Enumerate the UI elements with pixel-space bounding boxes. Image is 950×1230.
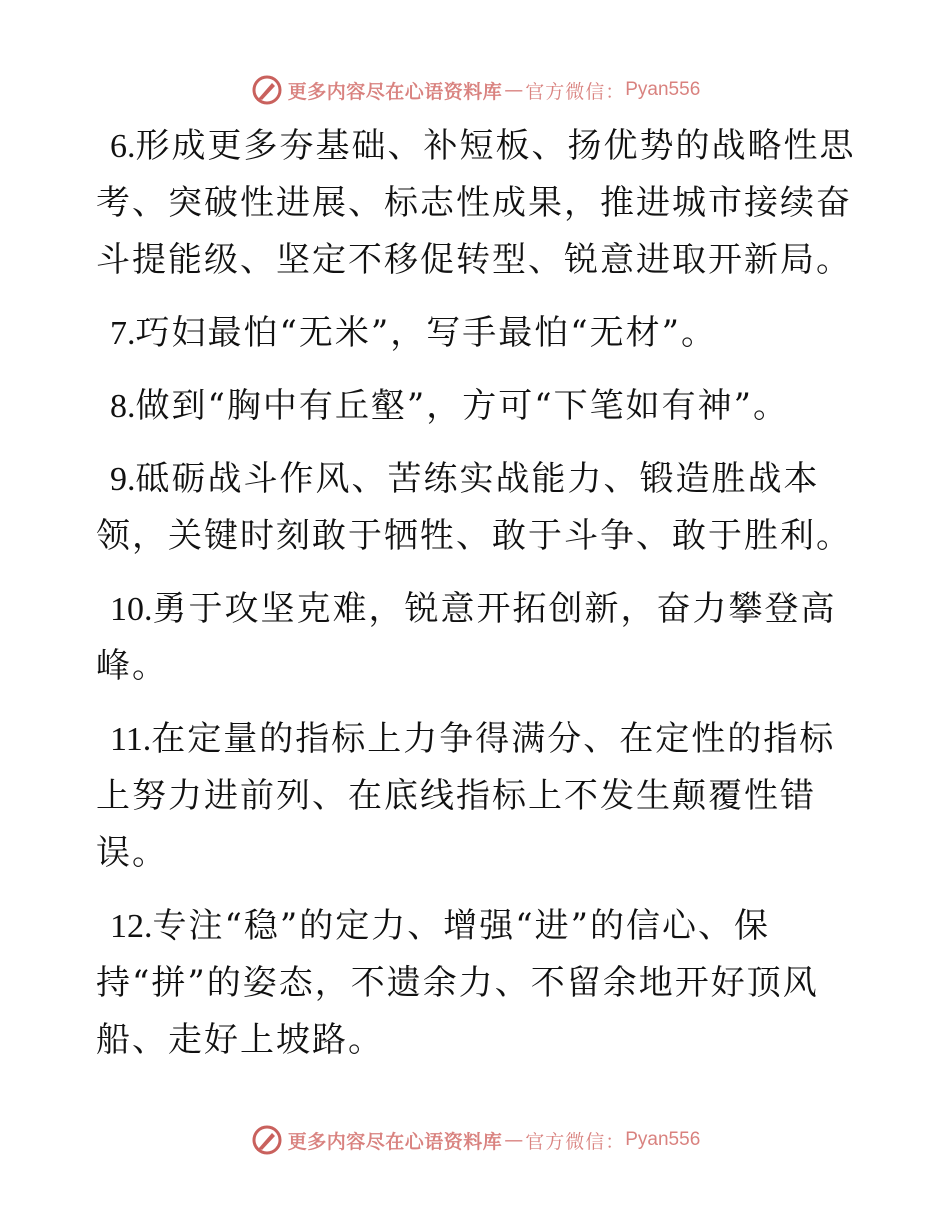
paragraph-10	[96, 581, 856, 695]
footer-watermark	[0, 1120, 950, 1160]
watermark-dash: —	[504, 79, 524, 101]
paragraph-number: 9.	[110, 461, 136, 498]
paragraph-number: 8.	[110, 388, 136, 425]
watermark-wechat-label: 官方微信：	[525, 80, 626, 103]
paragraph-text: 在定量的指标上力争得满分、在定性的指标上努力进前列、在底线指标上不发生颠覆性错误。	[96, 719, 836, 873]
paragraph-text: 砥砺战斗作风、苦练实战能力、锻造胜战本领，关键时刻敢于牺牲、敢于斗争、敢于胜利。	[96, 459, 852, 556]
watermark-wechat-id: Pyan556	[625, 79, 701, 100]
paragraph-number: 11.	[110, 721, 152, 758]
document-body	[96, 118, 856, 1085]
paragraph-11	[96, 711, 856, 882]
paragraph-text: 形成更多夯基础、补短板、扬优势的战略性思考、突破性进展、标志性成果，推进城市接续奋斗提能级、坚定不移促转型、锐意进取开新局。	[96, 126, 856, 280]
paragraph-9	[96, 451, 856, 565]
paragraph-text: 做到“胸中有丘壑”，方可“下笔如有神”。	[135, 386, 790, 426]
paragraph-number: 12.	[110, 908, 153, 945]
watermark-main-text: 更多内容尽在心语资料库	[287, 80, 503, 103]
paragraph-8	[96, 378, 856, 435]
paragraph-7	[96, 305, 856, 362]
watermark-dash: —	[504, 1129, 524, 1151]
paragraph-number: 10.	[110, 591, 153, 628]
header-watermark	[0, 70, 950, 110]
paragraph-text: 巧妇最怕“无米”，写手最怕“无材”。	[135, 313, 718, 353]
watermark-main-text: 更多内容尽在心语资料库	[287, 1130, 503, 1153]
paragraph-12	[96, 898, 856, 1069]
pen-logo-icon	[250, 73, 284, 107]
paragraph-6	[96, 118, 856, 289]
watermark-wechat-label: 官方微信：	[525, 1130, 626, 1153]
watermark-wechat-id: Pyan556	[625, 1129, 701, 1150]
paragraph-number: 7.	[110, 315, 136, 352]
paragraph-text: 专注“稳”的定力、增强“进”的信心、保持“拼”的姿态，不遗余力、不留余地开好顶风船、走好上坡路。	[96, 906, 819, 1060]
paragraph-number: 6.	[110, 128, 136, 165]
paragraph-text: 勇于攻坚克难，锐意开拓创新，奋力攀登高峰。	[96, 589, 837, 686]
pen-logo-icon	[250, 1123, 284, 1157]
